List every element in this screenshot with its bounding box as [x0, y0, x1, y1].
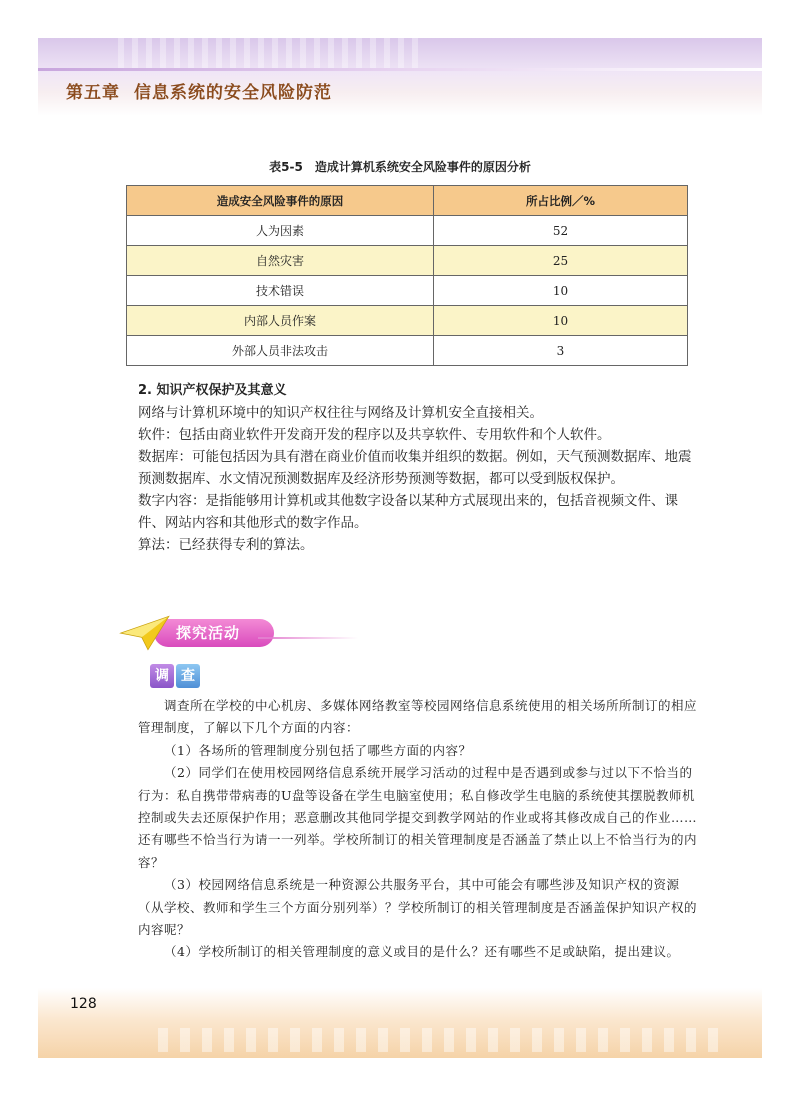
section-paragraph: 网络与计算机环境中的知识产权往往与网络及计算机安全直接相关。 — [138, 405, 543, 421]
section-title: 2. 知识产权保护及其意义 — [138, 383, 287, 398]
table-row — [127, 306, 688, 336]
percent-cell: 3 — [434, 336, 688, 366]
cause-cell: 人为因素 — [127, 216, 434, 246]
percent-cell: 10 — [434, 276, 688, 306]
cause-cell: 内部人员作案 — [127, 306, 434, 336]
paper-plane-icon — [118, 613, 172, 653]
risk-cause-table — [126, 185, 688, 366]
section-paragraph: 算法：已经获得专利的算法。 — [138, 537, 314, 553]
table-row — [127, 336, 688, 366]
survey-tag — [150, 664, 200, 690]
table-row — [127, 216, 688, 246]
percent-cell: 52 — [434, 216, 688, 246]
ip-section — [138, 380, 698, 556]
activity-label: 探究活动 — [176, 624, 241, 642]
chapter-label: 第五章 — [66, 83, 120, 103]
table-header-row — [127, 186, 688, 216]
survey-item: （4）学校所制订的相关管理制度的意义或目的是什么？还有哪些不足或缺陷，提出建议。 — [164, 944, 680, 960]
section-paragraph: 数据库：可能包括因为具有潜在商业价值而收集并组织的数据。例如，天气预测数据库、地震预测数据库、水文情况预测数据库及经济形势预测等数据，都可以受到版权保护。 — [138, 449, 692, 487]
survey-item: （2）同学们在使用校园网络信息系统开展学习活动的过程中是否遇到或参与过以下不恰当的行为：私自携带带病毒的U盘等设备在学生电脑室使用；私自修改学生电脑的系统使其摆脱教师机控制或失去还原保护作用；恶意删改其他同学提交到教学网站的作业或将其修改成自己的作业……还有哪些不恰当行为请一一列举。学校所制订的相关管理制度是否涵盖了禁止以上不恰当行为的内容？ — [138, 765, 698, 870]
chapter-title — [66, 78, 346, 103]
survey-intro: 调查所在学校的中心机房、多媒体网络教室等校园网络信息系统使用的相关场所所制订的相应管理制度，了解以下几个方面的内容： — [138, 698, 698, 736]
footer-band — [38, 988, 762, 1058]
section-paragraph: 软件：包括由商业软件开发商开发的程序以及共享软件、专用软件和个人软件。 — [138, 427, 611, 443]
survey-item: （1）各场所的管理制度分别包括了哪些方面的内容？ — [164, 742, 472, 758]
survey-body — [138, 695, 698, 964]
section-paragraph: 数字内容：是指能够用计算机或其他数字设备以某种方式展现出来的，包括音视频文件、课件、网站内容和其他形式的数字作品。 — [138, 493, 678, 531]
table-caption: 表5-5 造成计算机系统安全风险事件的原因分析 — [269, 160, 531, 174]
table-row — [127, 246, 688, 276]
column-header-percent: 所占比例／% — [434, 186, 688, 216]
table-row — [127, 276, 688, 306]
percent-cell: 25 — [434, 246, 688, 276]
column-header-cause: 造成安全风险事件的原因 — [127, 186, 434, 216]
activity-underline — [258, 637, 358, 639]
survey-tag-char: 查 — [176, 664, 200, 688]
activity-banner — [118, 613, 358, 647]
cause-cell: 外部人员非法攻击 — [127, 336, 434, 366]
percent-cell: 10 — [434, 306, 688, 336]
header-band — [38, 38, 762, 116]
cause-cell: 自然灾害 — [127, 246, 434, 276]
survey-item: （3）校园网络信息系统是一种资源公共服务平台，其中可能会有哪些涉及知识产权的资源（从学校、教师和学生三个方面分别列举）？学校所制订的相关管理制度是否涵盖保护知识产权的内容呢？ — [138, 877, 698, 938]
textbook-page — [38, 38, 762, 1058]
chapter-name: 信息系统的安全风险防范 — [134, 83, 332, 103]
survey-tag-char: 调 — [150, 664, 174, 688]
page-number: 128 — [70, 996, 97, 1012]
cause-cell: 技术错误 — [127, 276, 434, 306]
